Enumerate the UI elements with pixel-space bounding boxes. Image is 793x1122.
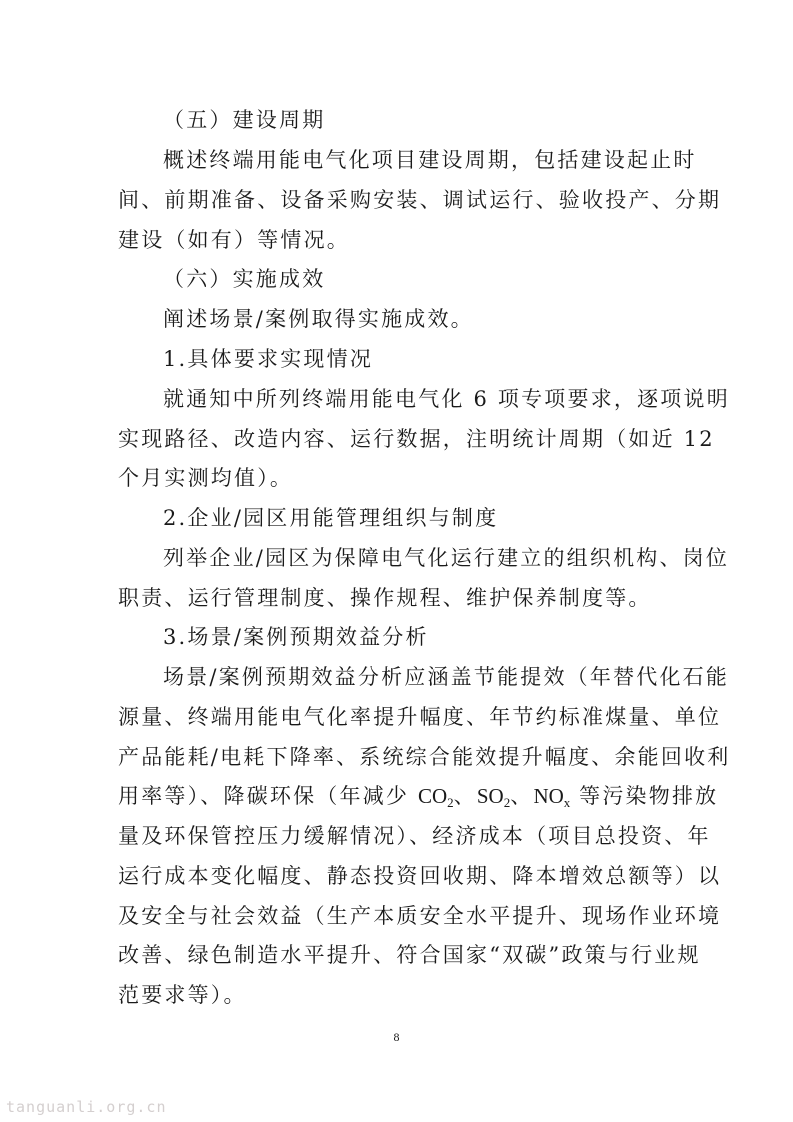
item1-paragraph-line: 个月实测均值）。 bbox=[118, 466, 294, 490]
item2-paragraph-line: 职责、运行管理制度、操作规程、维护保养制度等。 bbox=[118, 586, 652, 610]
section6-intro: 阐述场景/案例取得实施成效。 bbox=[163, 307, 474, 331]
text-segment: 用率等）、降碳环保（年减少 bbox=[118, 784, 418, 808]
text-segment: 、 bbox=[510, 784, 534, 808]
item3-paragraph-line: 及安全与社会效益（生产本质安全水平提升、现场作业环境 bbox=[118, 904, 722, 928]
section6-heading: （六）实施成效 bbox=[163, 267, 326, 291]
item3-paragraph-line: 源量、终端用能电气化率提升幅度、年节约标准煤量、单位 bbox=[118, 705, 722, 729]
item3-heading: 3.场景/案例预期效益分析 bbox=[163, 625, 429, 649]
section5-heading: （五）建设周期 bbox=[163, 108, 326, 132]
co2-formula: $CO_2$ bbox=[417, 784, 454, 810]
item2-paragraph-line: 列举企业/园区为保障电气化运行建立的组织机构、岗位 bbox=[163, 546, 730, 570]
item3-paragraph-line: 范要求等）。 bbox=[118, 983, 247, 1007]
page-number: 8 bbox=[393, 1030, 400, 1044]
watermark: tanguanli.org.cn bbox=[6, 1098, 167, 1116]
nox-formula: $NO_x$ bbox=[533, 784, 571, 810]
section5-paragraph-line: 建设（如有）等情况。 bbox=[118, 228, 350, 252]
text-segment: 等污染物排放 bbox=[570, 784, 719, 808]
so2-formula: $SO_2$ bbox=[476, 784, 511, 810]
item1-paragraph-line: 就通知中所列终端用能电气化 6 项专项要求，逐项说明 bbox=[163, 387, 730, 411]
section5-paragraph-line: 概述终端用能电气化项目建设周期，包括建设起止时 bbox=[163, 148, 697, 172]
item3-paragraph-line: 产品能耗/电耗下降率、系统综合能效提升幅度、余能回收利 bbox=[118, 745, 731, 769]
item2-heading: 2.企业/园区用能管理组织与制度 bbox=[163, 506, 499, 530]
item3-paragraph-line-with-formulas bbox=[118, 782, 719, 810]
item1-heading: 1.具体要求实现情况 bbox=[163, 347, 374, 371]
item1-paragraph-line: 实现路径、改造内容、运行数据，注明统计周期（如近 12 bbox=[118, 427, 715, 451]
item3-paragraph-line: 场景/案例预期效益分析应涵盖节能提效（年替代化石能 bbox=[163, 665, 730, 689]
item3-paragraph-line: 改善、绿色制造水平提升、符合国家“双碳”政策与行业规 bbox=[118, 943, 701, 967]
item3-paragraph-line: 量及环保管控压力缓解情况）、经济成本（项目总投资、年 bbox=[118, 824, 711, 848]
item3-paragraph-line: 运行成本变化幅度、静态投资回收期、降本增效总额等）以 bbox=[118, 864, 722, 888]
text-segment: 、 bbox=[453, 784, 477, 808]
section5-paragraph-line: 间、前期准备、设备采购安装、调试运行、验收投产、分期 bbox=[118, 188, 722, 212]
